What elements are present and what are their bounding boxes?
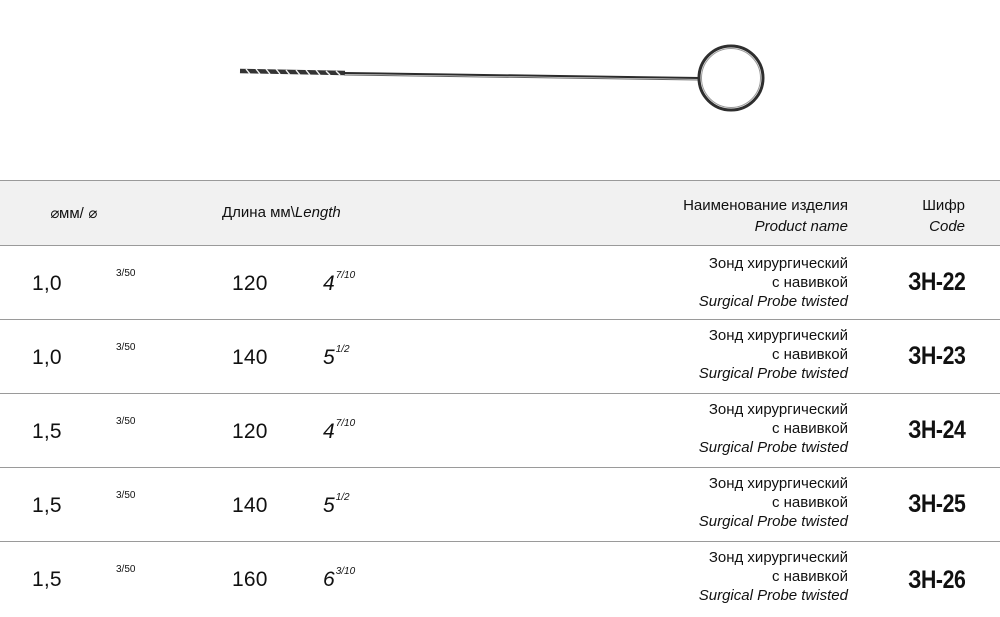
length-inch-fraction: 7/10: [335, 418, 356, 429]
name-header: [683, 195, 848, 237]
length-inch-value: [323, 346, 350, 370]
diameter-value: 1,5: [32, 420, 62, 443]
diameter-inch-symbol: ⌀: [88, 205, 98, 222]
length-inch-fraction: 7/10: [335, 270, 356, 281]
diameter-inch-value: 3/50: [116, 342, 136, 353]
length-mm-value: 120: [232, 272, 268, 295]
product-name-ru-line2: с навивкой: [771, 420, 848, 437]
probe-illustration: [0, 0, 1000, 180]
length-header: [222, 204, 341, 221]
product-code: ЗН-24: [907, 416, 965, 444]
length-header-label: Длина мм\: [222, 204, 295, 221]
product-name-ru-line1: Зонд хирургический: [708, 401, 848, 418]
product-name-ru-line2: с навивкой: [771, 568, 848, 585]
length-inch-fraction: 3/10: [335, 566, 356, 577]
table-row: [0, 468, 1000, 542]
code-header-label: Шифр: [922, 197, 965, 214]
product-table: [0, 180, 1000, 617]
table-header: [0, 181, 1000, 246]
product-code: ЗН-22: [907, 268, 965, 296]
product-name: [699, 254, 848, 311]
name-header-label-en: Product name: [754, 218, 848, 235]
product-name: [699, 326, 848, 383]
product-name-en: Surgical Probe twisted: [698, 513, 848, 530]
diameter-header-label: мм/: [59, 205, 84, 222]
product-name: [699, 400, 848, 457]
length-inch-fraction: 1/2: [335, 344, 350, 355]
length-inch-value: [323, 568, 355, 592]
length-mm-value: 120: [232, 420, 268, 443]
product-name-ru-line2: с навивкой: [771, 274, 848, 291]
product-name-ru-line1: Зонд хирургический: [708, 475, 848, 492]
diameter-value: 1,0: [32, 272, 62, 295]
length-mm-value: 140: [232, 346, 268, 369]
product-code: ЗН-25: [907, 490, 965, 518]
product-name: [699, 548, 848, 605]
length-inch-whole: 5: [323, 494, 335, 517]
diameter-inch-value: 3/50: [116, 564, 136, 575]
length-inch-fraction: 1/2: [335, 492, 350, 503]
length-mm-value: 140: [232, 494, 268, 517]
length-inch-value: [323, 494, 350, 518]
product-code: ЗН-26: [907, 566, 965, 594]
product-name-ru-line1: Зонд хирургический: [708, 255, 848, 272]
product-name-en: Surgical Probe twisted: [698, 587, 848, 604]
name-header-label: Наименование изделия: [683, 197, 848, 214]
product-name-ru-line2: с навивкой: [771, 494, 848, 511]
product-name-ru-line1: Зонд хирургический: [708, 549, 848, 566]
table-row: [0, 320, 1000, 394]
product-name-en: Surgical Probe twisted: [698, 439, 848, 456]
product-name-en: Surgical Probe twisted: [698, 293, 848, 310]
product-name-en: Surgical Probe twisted: [698, 365, 848, 382]
product-code: ЗН-23: [907, 342, 965, 370]
length-inch-value: [323, 420, 355, 444]
code-header: [922, 195, 965, 237]
diameter-header: [50, 204, 97, 222]
length-inch-whole: 5: [323, 346, 335, 369]
diameter-inch-value: 3/50: [116, 490, 136, 501]
diameter-value: 1,5: [32, 494, 62, 517]
length-mm-value: 160: [232, 568, 268, 591]
table-row: [0, 246, 1000, 320]
diameter-inch-value: 3/50: [116, 268, 136, 279]
length-inch-whole: 6: [323, 568, 335, 591]
product-name-ru-line1: Зонд хирургический: [708, 327, 848, 344]
diameter-symbol: ⌀: [50, 205, 60, 222]
diameter-inch-value: 3/50: [116, 416, 136, 427]
length-inch-whole: 4: [323, 420, 335, 443]
length-inch-whole: 4: [323, 272, 335, 295]
code-header-label-en: Code: [929, 218, 965, 235]
diameter-value: 1,0: [32, 346, 62, 369]
length-inch-value: [323, 272, 355, 296]
diameter-value: 1,5: [32, 568, 62, 591]
table-row: [0, 542, 1000, 617]
table-row: [0, 394, 1000, 468]
product-name: [699, 474, 848, 531]
length-header-label-en: Length: [294, 204, 341, 221]
product-name-ru-line2: с навивкой: [771, 346, 848, 363]
surgical-probe-icon: [0, 0, 1000, 180]
